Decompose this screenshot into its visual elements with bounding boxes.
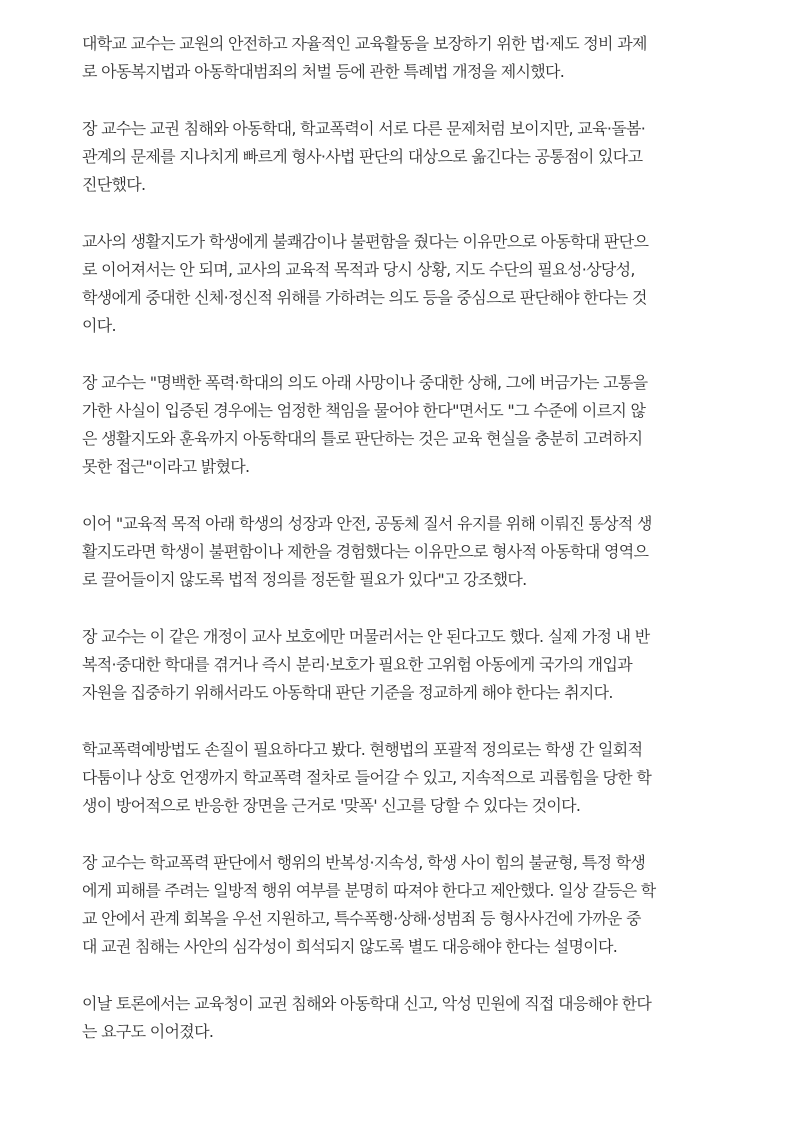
text-line: 학생에게 중대한 신체·정신적 위해를 가하려는 의도 등을 중심으로 판단해야 한다는 것 bbox=[82, 288, 647, 307]
text-line: 장 교수는 이 같은 개정이 교사 보호에만 머물러서는 안 된다고도 했다. 실제 가정 내 반 bbox=[82, 627, 650, 646]
paragraph-8 bbox=[82, 849, 722, 961]
text-line: 로 끌어들이지 않도록 법적 정의를 정돈할 필요가 있다"고 강조했다. bbox=[82, 570, 527, 589]
text-line: 로 이어져서는 안 되며, 교사의 교육적 목적과 당시 상황, 지도 수단의 필요성·상당성, bbox=[82, 260, 635, 279]
paragraph-2 bbox=[82, 115, 722, 199]
paragraph-5 bbox=[82, 510, 722, 594]
paragraph-4 bbox=[82, 369, 722, 481]
text-line: 자원을 집중하기 위해서라도 아동학대 판단 기준을 정교하게 해야 한다는 취지다. bbox=[82, 683, 613, 702]
text-line: 이어 "교육적 목적 아래 학생의 성장과 안전, 공동체 질서 유지를 위해 이뤄진 통상적 생 bbox=[82, 514, 652, 533]
text-line: 교사의 생활지도가 학생에게 불쾌감이나 불편함을 줬다는 이유만으로 아동학대 판단으 bbox=[82, 232, 649, 251]
text-line: 생이 방어적으로 반응한 장면을 근거로 '맞폭' 신고를 당할 수 있다는 것이다. bbox=[82, 796, 581, 815]
paragraph-1 bbox=[82, 30, 722, 86]
text-line: 다툼이나 상호 언쟁까지 학교폭력 절차로 들어갈 수 있고, 지속적으로 괴롭힘을 당한 학 bbox=[82, 768, 652, 787]
text-line: 학교폭력예방법도 손질이 필요하다고 봤다. 현행법의 포괄적 정의로는 학생 간 일회적 bbox=[82, 740, 643, 759]
paragraph-3 bbox=[82, 228, 722, 340]
text-line: 못한 접근"이라고 밝혔다. bbox=[82, 457, 250, 476]
text-line: 장 교수는 "명백한 폭력·학대의 의도 아래 사망이나 중대한 상해, 그에 버금가는 고통을 bbox=[82, 373, 648, 392]
text-line: 대학교 교수는 교원의 안전하고 자율적인 교육활동을 보장하기 위한 법·제도 정비 과제 bbox=[82, 34, 647, 53]
text-line: 이다. bbox=[82, 316, 116, 335]
text-line: 가한 사실이 입증된 경우에는 엄정한 책임을 물어야 한다"면서도 "그 수준에 이르지 않 bbox=[82, 401, 646, 420]
text-line: 이날 토론에서는 교육청이 교권 침해와 아동학대 신고, 악성 민원에 직접 대응해야 한다 bbox=[82, 994, 652, 1013]
article-body bbox=[82, 30, 722, 1075]
text-line: 활지도라면 학생이 불편함이나 제한을 경험했다는 이유만으로 형사적 아동학대 영역으 bbox=[82, 542, 649, 561]
text-line: 대 교권 침해는 사안의 심각성이 희석되지 않도록 별도 대응해야 한다는 설명이다. bbox=[82, 937, 618, 956]
paragraph-6 bbox=[82, 623, 722, 707]
text-line: 진단했다. bbox=[82, 175, 146, 194]
paragraph-9 bbox=[82, 990, 722, 1046]
paragraph-7 bbox=[82, 736, 722, 820]
text-line: 장 교수는 교권 침해와 아동학대, 학교폭력이 서로 다른 문제처럼 보이지만, 교육·돌봄· bbox=[82, 119, 646, 138]
text-line: 장 교수는 학교폭력 판단에서 행위의 반복성·지속성, 학생 사이 힘의 불균형, 특정 학생 bbox=[82, 853, 646, 872]
text-line: 에게 피해를 주려는 일방적 행위 여부를 분명히 따져야 한다고 제안했다. 일상 갈등은 학 bbox=[82, 881, 656, 900]
text-line: 로 아동복지법과 아동학대범죄의 처벌 등에 관한 특례법 개정을 제시했다. bbox=[82, 62, 565, 81]
text-line: 복적·중대한 학대를 겪거나 즉시 분리·보호가 필요한 고위험 아동에게 국가의 개입과 bbox=[82, 655, 632, 674]
text-line: 관계의 문제를 지나치게 빠르게 형사·사법 판단의 대상으로 옮긴다는 공통점이 있다고 bbox=[82, 147, 643, 166]
text-line: 교 안에서 관계 회복을 우선 지원하고, 특수폭행·상해·성범죄 등 형사사건에 가까운 중 bbox=[82, 909, 641, 928]
text-line: 은 생활지도와 훈육까지 아동학대의 틀로 판단하는 것은 교육 현실을 충분히 고려하지 bbox=[82, 429, 643, 448]
text-line: 는 요구도 이어졌다. bbox=[82, 1022, 214, 1041]
